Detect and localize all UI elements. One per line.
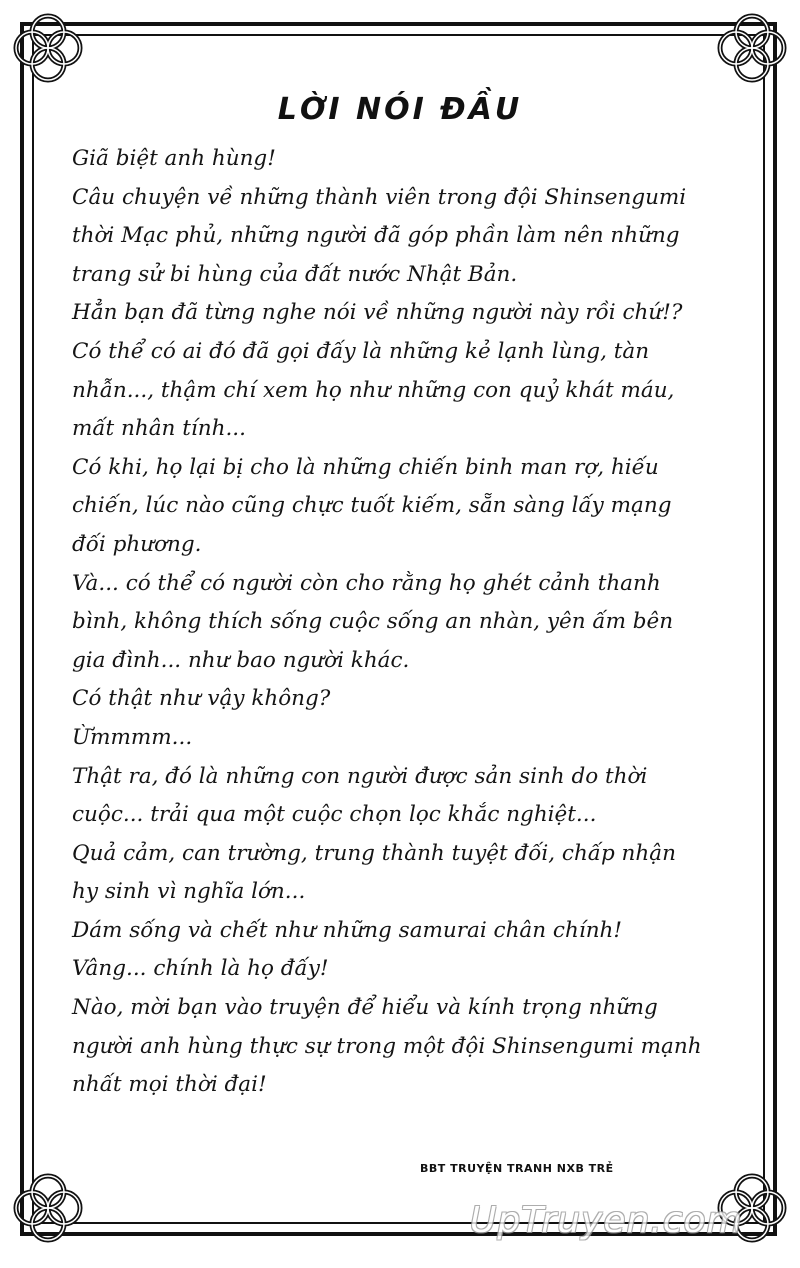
celtic-knot-icon — [8, 8, 88, 88]
text-line: nhất mọi thời đại! — [72, 1072, 267, 1098]
text-line: Có thật như vậy không? — [72, 686, 331, 712]
text-line: trang sử bi hùng của đất nước Nhật Bản. — [72, 261, 518, 287]
celtic-knot-icon — [8, 1168, 88, 1248]
text-line: nhẫn..., thậm chí xem họ như những con quỷ khát máu, — [72, 377, 675, 403]
watermark: UpTruyen.com — [470, 1200, 743, 1241]
text-line: gia đình... như bao người khác. — [72, 647, 410, 673]
text-line: Nào, mời bạn vào truyện để hiểu và kính trọng những — [72, 995, 658, 1021]
text-line: bình, không thích sống cuộc sống an nhàn, yên ấm bên — [72, 609, 674, 635]
text-line: Thật ra, đó là những con người được sản sinh do thời — [72, 763, 648, 789]
text-line: hy sinh vì nghĩa lớn... — [72, 879, 306, 905]
preface-body — [72, 140, 732, 1105]
text-line: mất nhân tính... — [72, 416, 246, 442]
text-line: thời Mạc phủ, những người đã góp phần làm nên những — [72, 223, 680, 249]
text-line: Và... có thể có người còn cho rằng họ ghét cảnh thanh — [72, 570, 661, 596]
page-title: LỜI NÓI ĐẦU — [277, 92, 523, 127]
signature: BBT TRUYỆN TRANH NXB TRẺ — [420, 1162, 614, 1175]
text-line: Dám sống và chết như những samurai chân chính! — [72, 917, 623, 943]
text-line: Câu chuyện về những thành viên trong đội Shinsengumi — [72, 184, 687, 210]
text-line: Vâng... chính là họ đấy! — [72, 956, 329, 982]
text-line: Hẳn bạn đã từng nghe nói về những người này rồi chứ!? — [72, 300, 683, 326]
text-line: chiến, lúc nào cũng chực tuốt kiếm, sẵn sàng lấy mạng — [72, 493, 672, 519]
text-line: người anh hùng thực sự trong một đội Shinsengumi mạnh — [72, 1033, 702, 1059]
text-line: Có thể có ai đó đã gọi đấy là những kẻ lạnh lùng, tàn — [72, 338, 650, 364]
celtic-knot-icon — [712, 8, 792, 88]
text-line: Quả cảm, can trường, trung thành tuyệt đối, chấp nhận — [72, 840, 676, 866]
text-line: cuộc... trải qua một cuộc chọn lọc khắc nghiệt... — [72, 802, 597, 828]
text-line: đối phương. — [72, 531, 202, 557]
text-line: Có khi, họ lại bị cho là những chiến binh man rợ, hiếu — [72, 454, 659, 480]
text-line: Giã biệt anh hùng! — [72, 146, 276, 171]
text-line: Ừmmmm... — [72, 724, 193, 750]
